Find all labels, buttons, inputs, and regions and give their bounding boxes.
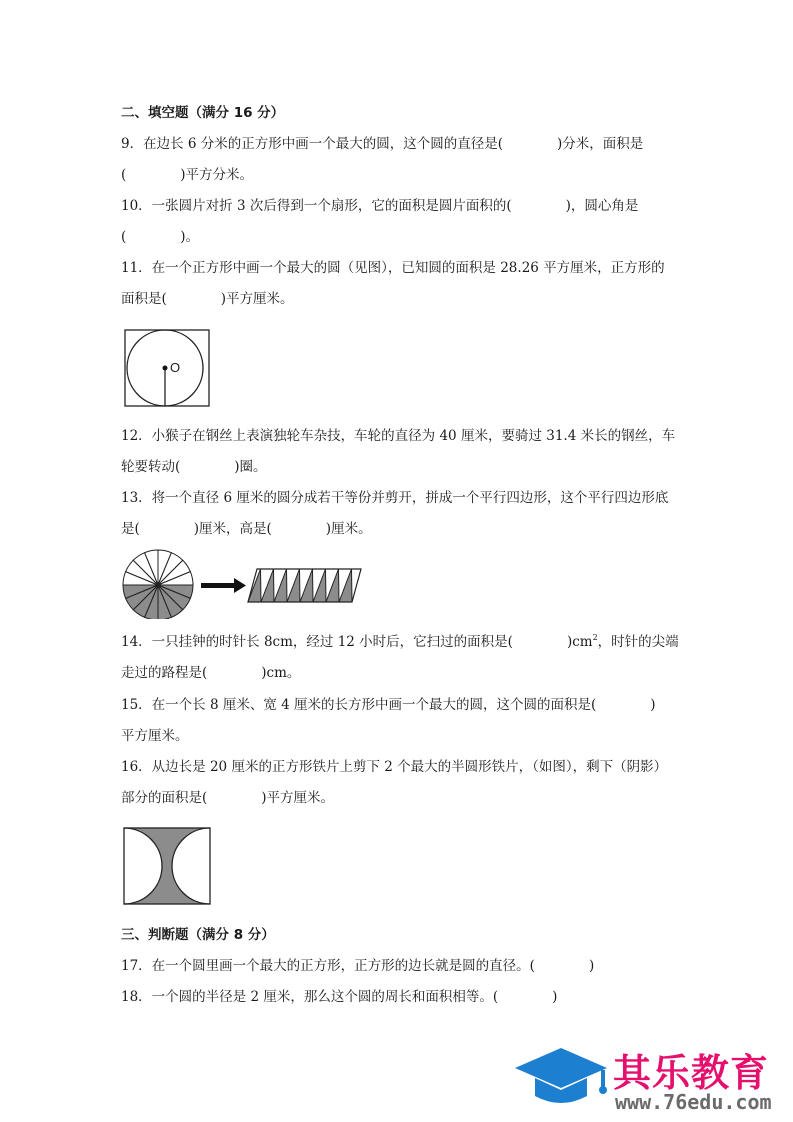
question-9-line-1: 9．在边长 6 分米的正方形中画一个最大的圆，这个圆的直径是( )分米，面积是 (121, 136, 644, 152)
question-15-line-1: 15．在一个长 8 厘米、宽 4 厘米的长方形中画一个最大的圆，这个圆的面积是( ) (121, 697, 656, 713)
question-14-text: 14．一只挂钟的时针长 8cm，经过 12 小时后，它扫过的面积是( )cm (121, 634, 593, 650)
question-12-line-1: 12．小猴子在钢丝上表演独轮车杂技，车轮的直径为 40 厘米，要骑过 31.4 米长的钢丝，车 (121, 428, 676, 444)
question-11-line-1: 11．在一个正方形中画一个最大的圆（见图），已知圆的面积是 28.26 平方厘米，正方形的 (121, 260, 665, 276)
strip-shaded (300, 569, 313, 602)
question-10-line-1: 10．一张圆片对折 3 次后得到一个扇形，它的面积是圆片面积的( )，圆心角是 (121, 198, 639, 214)
strip-shaded (287, 569, 300, 602)
question-18: 18．一个圆的半径是 2 厘米，那么这个圆的周长和面积相等。( ) (121, 989, 558, 1005)
squared-superscript: 2 (592, 633, 598, 642)
figure-center-label: O (170, 360, 181, 375)
strip-shaded (313, 569, 326, 602)
graduation-cap-icon (511, 1042, 611, 1114)
question-16-line-2: 部分的面积是( )平方厘米。 (121, 790, 335, 806)
question-16-line-1: 16．从边长是 20 厘米的正方形铁片上剪下 2 个最大的半圆形铁片，（如图），剩下（阴影） (121, 759, 668, 775)
divided-circle (123, 550, 193, 619)
question-14-line-2: 走过的路程是( )cm。 (121, 665, 301, 681)
question-14-text-end: ，时针的尖端 (597, 634, 679, 650)
strip-shaded (274, 569, 287, 602)
section-3-heading: 三、判断题（满分 8 分） (121, 927, 275, 943)
strip-shaded (339, 569, 352, 602)
question-11-line-2: 面积是( )平方厘米。 (121, 291, 294, 307)
question-10-line-2: ( )。 (121, 229, 200, 245)
section-2-heading: 二、填空题（满分 16 分） (121, 105, 285, 121)
question-12-line-2: 轮要转动( )圈。 (121, 459, 267, 475)
question-17: 17．在一个圆里画一个最大的正方形，正方形的边长就是圆的直径。( ) (121, 958, 595, 974)
strip-shaded (326, 569, 339, 602)
two-semicircles-figure (122, 826, 214, 906)
question-14-line-1 (121, 633, 679, 651)
brand-name: 其乐教育 (613, 1051, 770, 1095)
parallelogram-strips (248, 569, 361, 602)
arrow-shaft (201, 583, 235, 588)
question-15-line-2: 平方厘米。 (121, 728, 189, 744)
brand-url: www.76edu.com (615, 1090, 772, 1114)
question-13-line-1: 13．将一个直径 6 厘米的圆分成若干等份并剪开，拼成一个平行四边形，这个平行四边形底 (121, 490, 669, 506)
question-13-line-2: 是( )厘米，高是( )厘米。 (121, 521, 372, 537)
shaded-region (124, 828, 210, 904)
arrow-head (234, 578, 246, 593)
figure-center-dot (163, 366, 168, 371)
circle-in-square-figure (123, 328, 213, 408)
brand-logo (505, 1040, 793, 1120)
circle-to-parallelogram-figure (118, 549, 368, 619)
question-9-line-2: ( )平方分米。 (121, 167, 254, 183)
strip-shaded (261, 569, 274, 602)
